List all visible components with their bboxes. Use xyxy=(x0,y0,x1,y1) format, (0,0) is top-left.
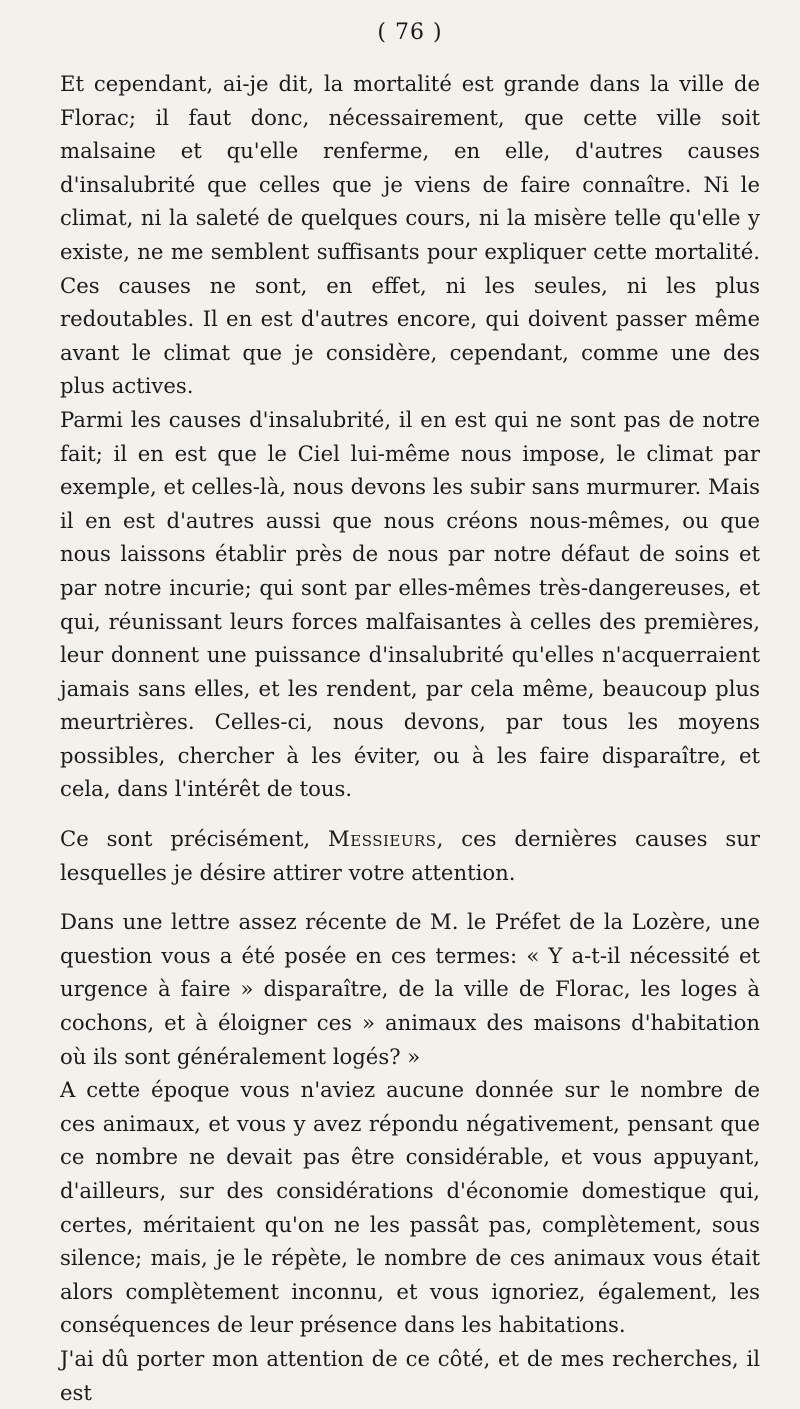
paragraph-gap xyxy=(60,889,760,905)
paragraph-3-before: Ce sont précisément, xyxy=(60,826,329,852)
paragraph-1: Et cependant, ai-je dit, la mortalité est grande dans la ville de Florac; il faut donc, nécessairement, que cette ville soit malsaine et qu'elle renferme, en elle, d'autres causes d'insalubrité que celles que je viens de faire connaître. Ni le climat, ni la saleté de quelques cours, ni la misère telle qu'elle y existe, ne me semblent suffisants pour expliquer cette mortalité. Ces causes ne sont, en effet, ni les seules, ni les plus redoutables. Il en est d'autres encore, qui doivent passer même avant le climat que je considère, cependant, comme une des plus actives. xyxy=(60,71,760,399)
paragraph-gap xyxy=(60,806,760,822)
messieurs-smallcaps: Messieurs xyxy=(328,826,437,852)
paragraph-2: Parmi les causes d'insalubrité, il en est qui ne sont pas de notre fait; il en est que le Ciel lui-même nous impose, le climat par exemple, et celles-là, nous devons les subir sans murmurer. Mais il en est d'autres aussi que nous créons nous-mêmes, ou que nous laissons établir près de nous par notre défaut de soins et par notre incurie; qui sont par elles-mêmes très-dangereuses, et qui, réunissant leurs forces malfaisantes à celles des premières, leur donnent une puissance d'insalubrité qu'elles n'acquerraient jamais sans elles, et les rendent, par cela même, beaucoup plus meurtrières. Celles-ci, nous devons, par tous les moyens possibles, chercher à les éviter, ou à les faire disparaître, et cela, dans l'intérêt de tous. xyxy=(60,406,760,802)
paragraph-3-after: , ces dernières causes sur lesquelles je désire attirer votre attention. xyxy=(60,826,760,885)
paragraph-5: A cette époque vous n'aviez aucune donnée sur le nombre de ces animaux, et vous y avez répondu négativement, pensant que ce nombre ne devait pas être considérable, et vous appuyant, d'ailleurs, sur des considérations d'économie domestique qui, certes, méritaient qu'on ne les passât pas, complètement, sous silence; mais, je le répète, le nombre de ces animaux vous était alors complètement inconnu, et vous ignoriez, également, les conséquences de leur présence dans les habitations. xyxy=(60,1077,760,1338)
body-text xyxy=(60,67,760,1409)
paragraph-3 xyxy=(60,822,760,889)
paragraph-4: Dans une lettre assez récente de M. le Préfet de la Lozère, une question vous a été posée en ces termes: « Y a-t-il nécessité et urgence à faire » disparaître, de la ville de Florac, les loges à cochons, et à éloigner ces » animaux des maisons d'habitation où ils sont généralement logés? » xyxy=(60,909,760,1069)
paragraph-6: J'ai dû porter mon attention de ce côté, et de mes recherches, il est xyxy=(60,1345,760,1405)
page-number: ( 76 ) xyxy=(377,20,443,45)
